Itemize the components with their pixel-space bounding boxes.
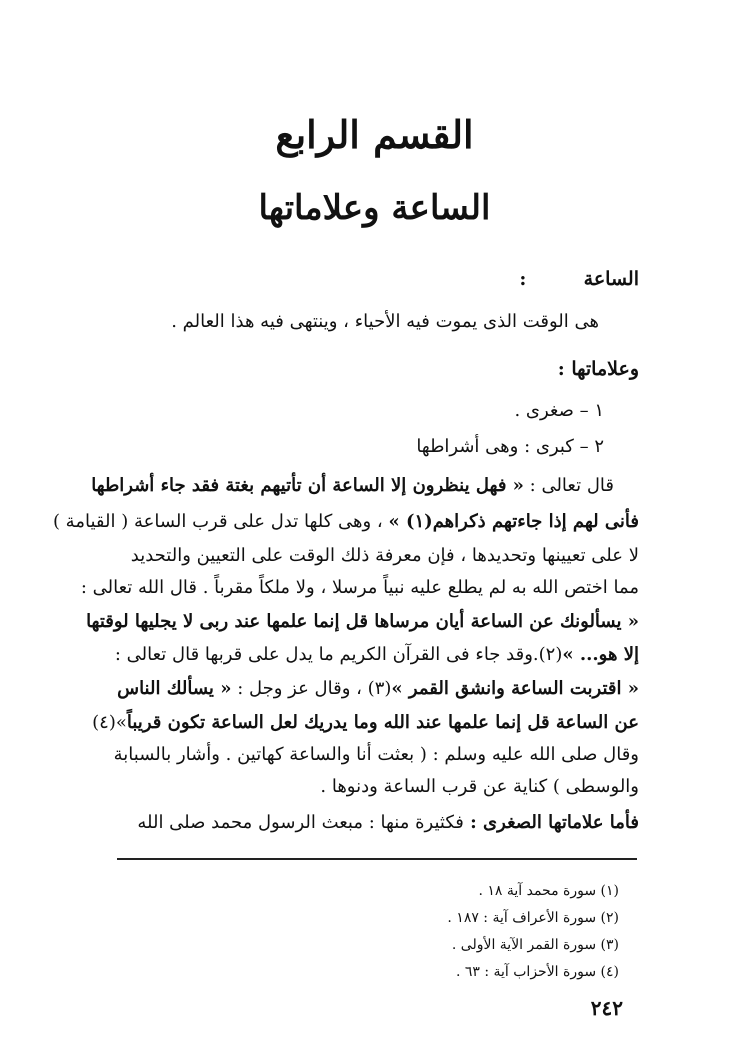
footnote-2: (٢) سورة الأعراف آية : ١٨٧ .: [447, 910, 619, 926]
quran-quote: فأنى لهم إذا جاءتهم ذكراهم(١) »: [388, 511, 639, 532]
body-text: فكثيرة منها : مبعث الرسول محمد صلى الله: [137, 812, 464, 833]
body-line-7: [108, 672, 639, 706]
body-text: قال تعالى :: [523, 475, 614, 496]
quran-quote: « يسألك الناس: [117, 678, 232, 699]
footnote-divider: [117, 858, 637, 860]
body-line-10: والوسطى ) كناية عن قرب الساعة ودنوها .: [320, 776, 639, 797]
body-line-8: [92, 706, 639, 740]
body-line-2: [52, 505, 639, 539]
body-line-6: [108, 638, 639, 672]
page-title: القسم الرابع: [275, 112, 474, 157]
body-line-11: [108, 806, 639, 840]
body-text: »(٤): [92, 712, 127, 733]
body-line-9: وقال صلى الله عليه وسلم : ( بعثت أنا والساعة كهاتين . وأشار بالسبابة: [113, 744, 639, 765]
quran-quote: إلا هو... »: [562, 644, 639, 665]
footnote-1: (١) سورة محمد آية ١٨ .: [478, 883, 619, 899]
alamat-heading: وعلاماتها :: [557, 358, 639, 380]
body-line-4: مما اختص الله به لم يطلع عليه نبياً مرسلا ، ولا ملكاً مقرباً . قال الله تعالى :: [80, 577, 639, 598]
body-line-3: لا على تعيينها وتحديدها ، فإن معرفة ذلك الوقت على التعيين والتحديد: [130, 545, 639, 566]
list-item-sughra: ١ – صغرى .: [514, 400, 604, 421]
footnote-4: (٤) سورة الأحزاب آية : ٦٣ .: [455, 964, 619, 980]
body-text: (٣) ، وقال عز وجل :: [231, 678, 392, 699]
saa-colon: :: [519, 268, 527, 290]
body-line-5: « يسألونك عن الساعة أيان مرساها قل إنما علمها عند ربى لا يجليها لوقتها: [86, 611, 639, 632]
footnote-3: (٣) سورة القمر الآية الأولى .: [451, 937, 619, 953]
saa-heading: الساعة: [583, 268, 639, 290]
quran-quote: « اقتربت الساعة وانشق القمر »: [391, 678, 639, 699]
body-text: ، وهى كلها تدل على قرب الساعة ( القيامة ): [52, 511, 389, 532]
section-lead: فأما علاماتها الصغرى :: [463, 812, 639, 833]
saa-definition: هى الوقت الذى يموت فيه الأحياء ، وينتهى فيه هذا العالم .: [171, 311, 599, 332]
page-subtitle: الساعة وعلاماتها: [258, 188, 491, 228]
quran-quote: « فهل ينظرون إلا الساعة أن تأتيهم بغتة فقد جاء أشراطها: [91, 475, 524, 496]
body-text: (٢).وقد جاء فى القرآن الكريم ما يدل على قربها قال تعالى :: [114, 644, 563, 665]
page-number: ٢٤٢: [590, 996, 623, 1020]
saa-heading-line: [108, 262, 639, 296]
list-item-kubra: ٢ – كبرى : وهى أشراطها: [416, 436, 604, 457]
body-line-1: [91, 469, 614, 503]
quran-quote: عن الساعة قل إنما علمها عند الله وما يدريك لعل الساعة تكون قريباً: [126, 712, 639, 733]
